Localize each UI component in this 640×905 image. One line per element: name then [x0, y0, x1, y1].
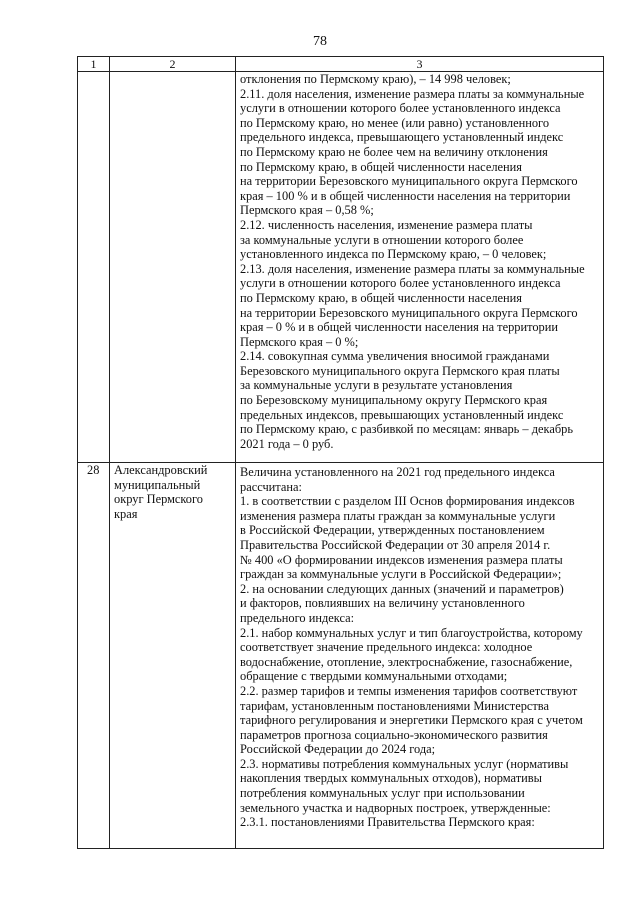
text-line: за коммунальные услуги в результате установления: [240, 378, 513, 393]
municipality-name-line: муниципальный: [114, 477, 201, 492]
municipality-name-line: округ Пермского: [114, 492, 203, 507]
description-cell: [236, 463, 604, 849]
page-number: 78: [313, 34, 327, 49]
text-line: 2.1. набор коммунальных услуг и тип благоустройства, которому: [240, 625, 583, 640]
text-line: 2.3. нормативы потребления коммунальных услуг (нормативы: [240, 756, 569, 771]
text-line: Величина установленного на 2021 год предельного индекса: [240, 465, 555, 479]
text-line: края – 100 % и в общей численности населения на территории: [240, 188, 571, 203]
column-header-2: 2: [110, 57, 236, 72]
text-line: установленного индекса по Пермскому краю, – 0 человек;: [240, 247, 547, 262]
text-line: по Пермскому краю, с разбивкой по месяцам: январь – декабрь: [240, 422, 573, 437]
text-line: соответствует значение предельного индекса: холодное: [240, 640, 533, 655]
text-line: в Российской Федерации, утвержденных постановлением: [240, 523, 545, 538]
text-line: отклонения по Пермскому краю), – 14 998 человек;: [240, 72, 511, 86]
text-line: и факторов, повлиявших на величину установленного: [240, 596, 525, 611]
text-line: земельного участка и надворных построек, утвержденные:: [240, 800, 551, 815]
column-header-3: 3: [236, 57, 604, 72]
text-line: тарифного регулирования и энергетики Пермского края с учетом: [240, 713, 583, 728]
table-header-row: [78, 57, 604, 72]
text-line: водоснабжение, отопление, электроснабжение, газоснабжение,: [240, 654, 573, 669]
municipality-name-cell: [110, 463, 236, 849]
text-line: предельного индекса, превышающего установленный индекс: [240, 130, 564, 145]
document-table: [77, 56, 604, 849]
row-number-cell: 28: [78, 463, 110, 849]
text-line: 2. на основании следующих данных (значений и параметров): [240, 581, 564, 596]
text-line: Пермского края – 0 %;: [240, 334, 359, 349]
text-line: потребления коммунальных услуг при использовании: [240, 786, 525, 801]
text-line: по Пермскому краю, в общей численности населения: [240, 159, 522, 174]
column-header-1: 1: [78, 57, 110, 72]
text-line: по Березовскому муниципальному округу Пермского края: [240, 393, 548, 408]
text-line: тарифам, установленным постановлениями Министерства: [240, 698, 549, 713]
text-line: на территории Березовского муниципального округа Пермского: [240, 305, 578, 320]
text-line: № 400 «О формировании индексов изменения размера платы: [240, 552, 563, 567]
text-line: услуги в отношении которого более установленного индекса: [240, 276, 561, 291]
text-line: изменения размера платы граждан за коммунальные услуги: [240, 508, 556, 523]
text-line: 2.11. доля населения, изменение размера платы за коммунальные: [240, 86, 585, 101]
row-number-cell: [78, 72, 110, 463]
text-line: рассчитана:: [240, 479, 302, 494]
text-line: 2.3.1. постановлениями Правительства Пермского края:: [240, 815, 535, 830]
text-line: 2.2. размер тарифов и темпы изменения тарифов соответствуют: [240, 683, 578, 698]
text-line: края – 0 % и в общей численности населения на территории: [240, 320, 559, 335]
text-line: накопления твердых коммунальных отходов), нормативы: [240, 771, 542, 786]
text-line: Пермского края – 0,58 %;: [240, 203, 374, 218]
text-line: 2.14. совокупная сумма увеличения вносимой гражданами: [240, 349, 550, 364]
text-line: по Пермскому краю не более чем на величину отклонения: [240, 144, 548, 159]
municipality-name-line: края: [114, 506, 138, 521]
description-cell: [236, 72, 604, 463]
text-line: Российской Федерации до 2024 года;: [240, 742, 436, 757]
text-line: параметров прогноза социально-экономического развития: [240, 727, 548, 742]
text-line: обращение с твердыми коммунальными отходами;: [240, 669, 508, 684]
text-line: предельных индексов, превышающих установленный индекс: [240, 407, 564, 422]
text-line: Березовского муниципального округа Пермского края платы: [240, 363, 560, 378]
text-line: по Пермскому краю, но менее (или равно) установленного: [240, 115, 550, 130]
text-line: за коммунальные услуги в отношении которого более: [240, 232, 524, 247]
table-row: [78, 72, 604, 463]
text-line: услуги в отношении которого более установленного индекса: [240, 101, 561, 116]
text-line: 2.12. численность населения, изменение размера платы: [240, 217, 533, 232]
municipality-name-line: Александровский: [114, 463, 208, 477]
municipality-name-cell: [110, 72, 236, 463]
text-line: Правительства Российской Федерации от 30 апреля 2014 г.: [240, 537, 551, 552]
table-row: [78, 463, 604, 849]
text-line: 2021 года – 0 руб.: [240, 436, 334, 451]
text-line: граждан за коммунальные услуги в Российской Федерации»;: [240, 567, 562, 582]
text-line: предельного индекса:: [240, 610, 355, 625]
text-line: на территории Березовского муниципального округа Пермского: [240, 174, 578, 189]
text-line: 1. в соответствии с разделом III Основ формирования индексов: [240, 494, 575, 509]
text-line: 2.13. доля населения, изменение размера платы за коммунальные: [240, 261, 585, 276]
text-line: по Пермскому краю, в общей численности населения: [240, 290, 522, 305]
